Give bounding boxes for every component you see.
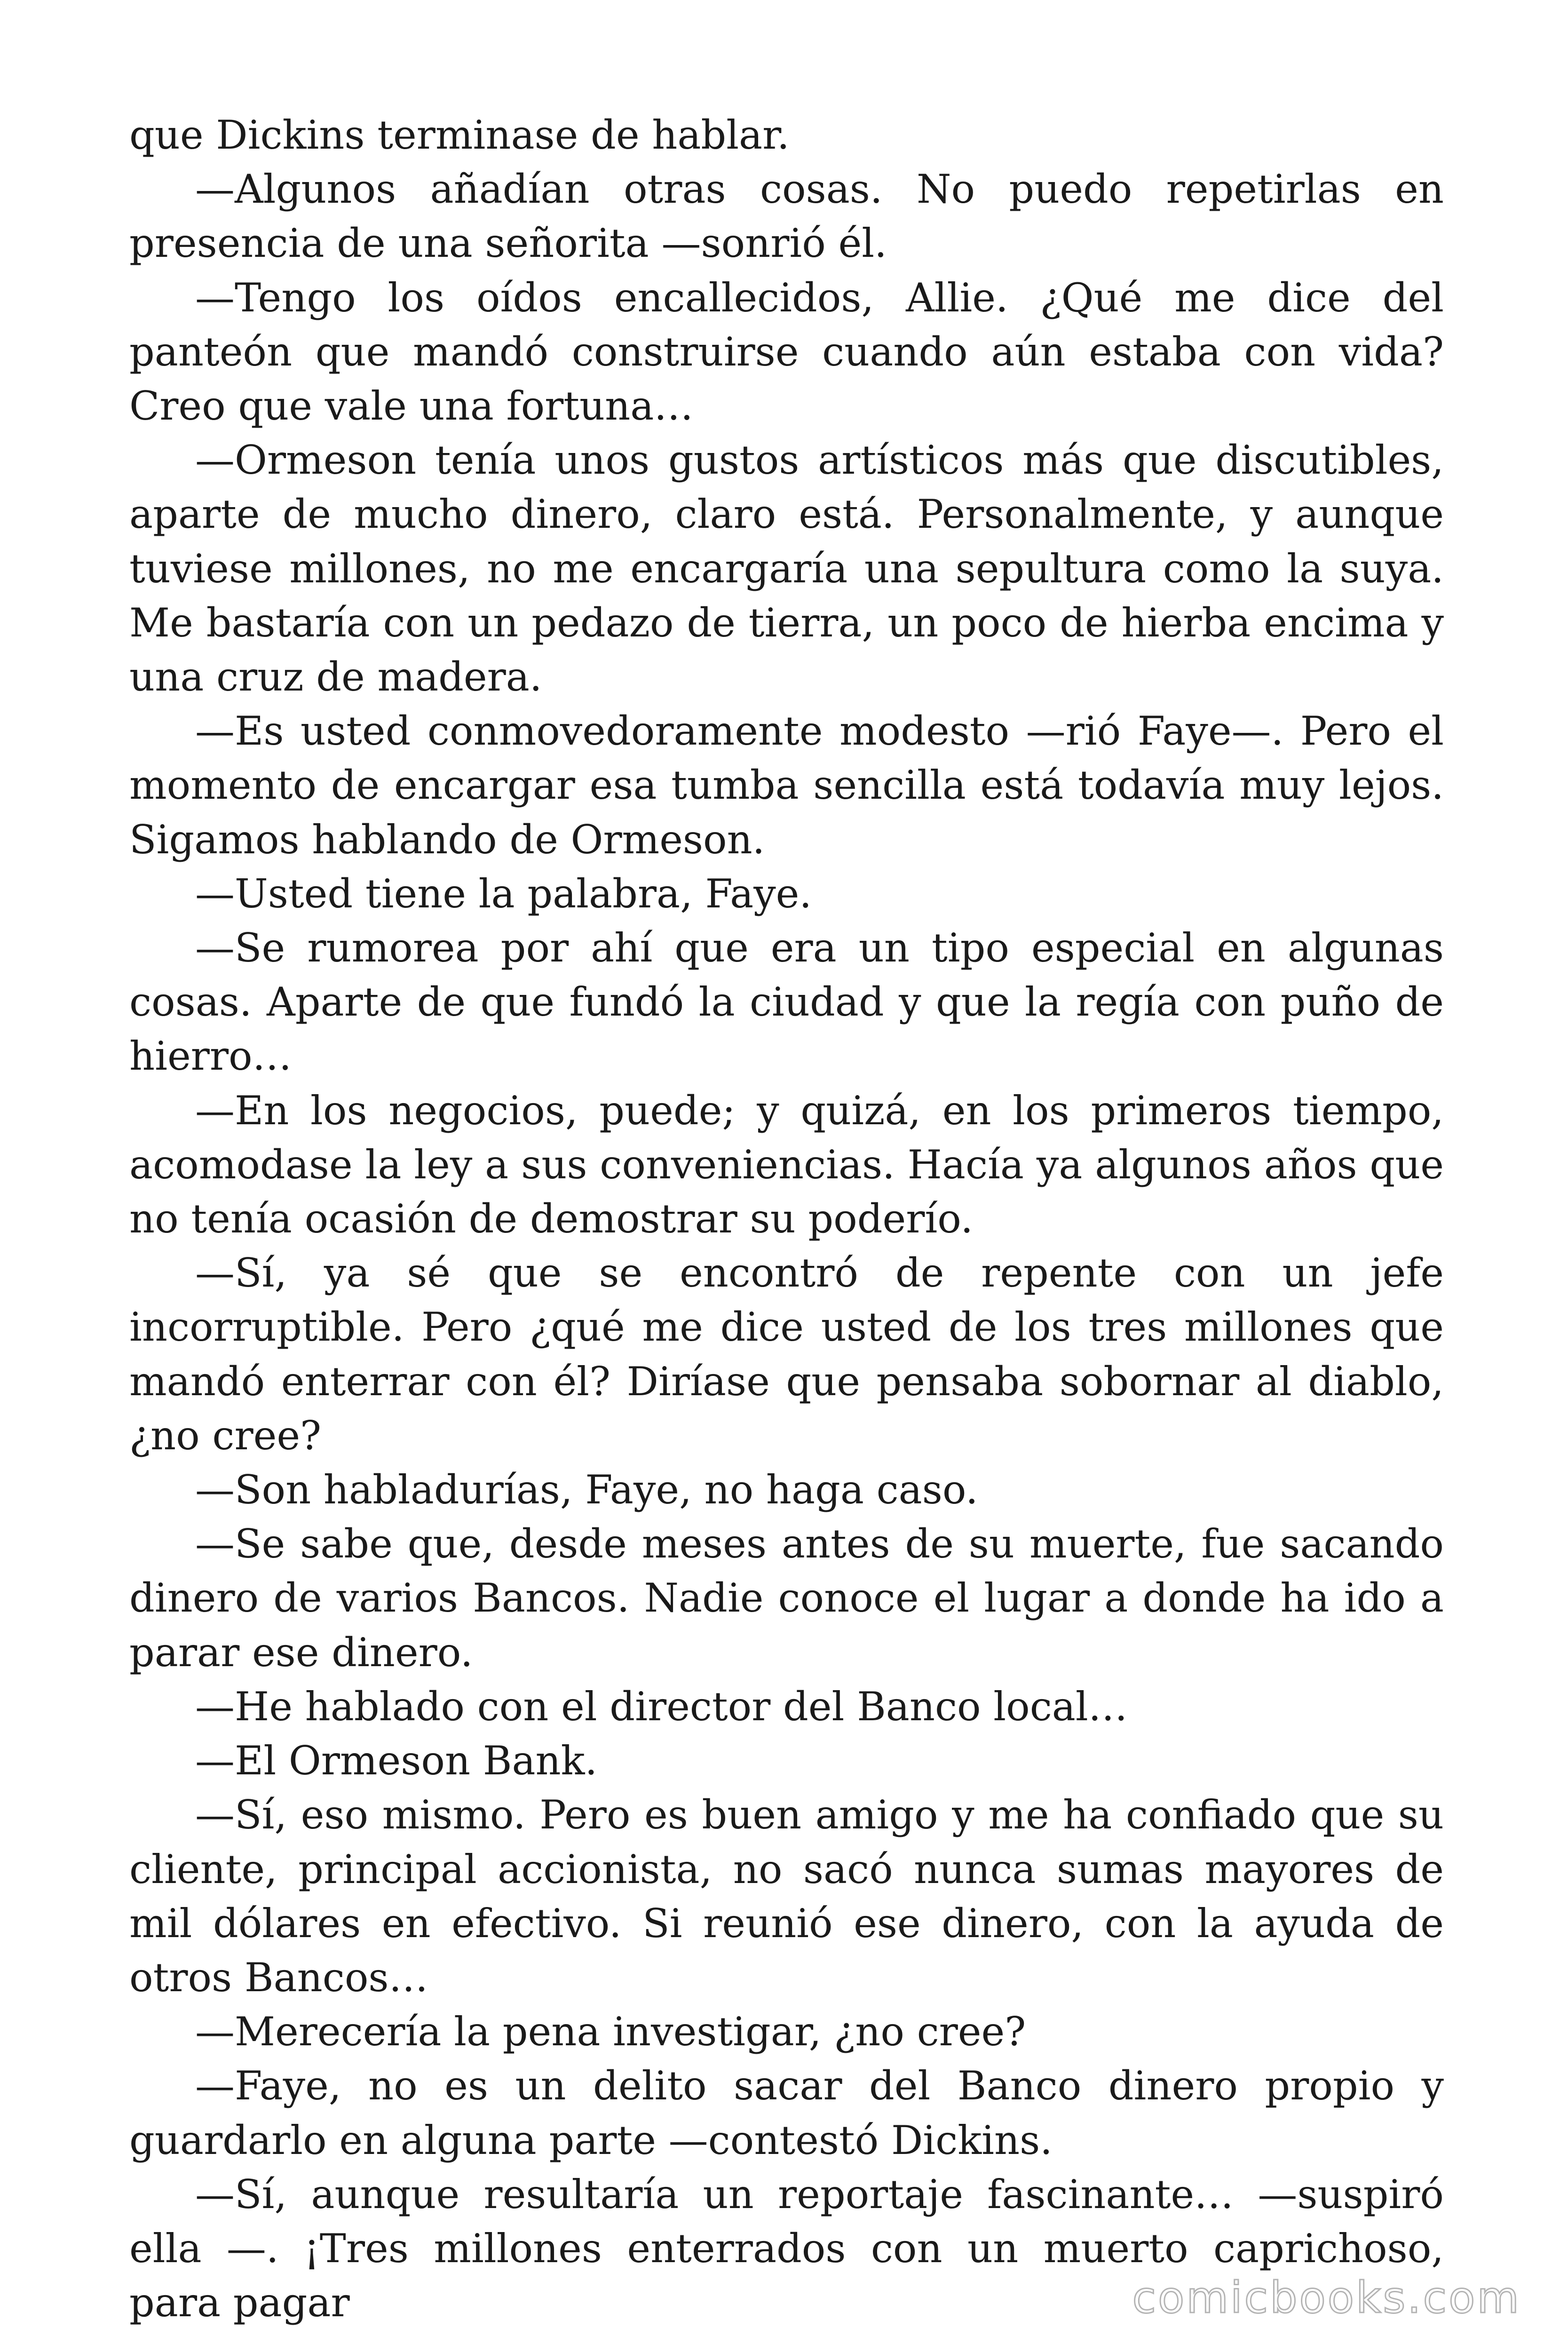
body-text	[129, 108, 1444, 2330]
paragraph: —Faye, no es un delito sacar del Banco dinero propio y guardarlo en alguna parte —contestó Dickins.	[129, 2063, 1444, 2163]
watermark-text: comicbooks.com	[1132, 2273, 1521, 2323]
paragraph: —Merecería la pena investigar, ¿no cree?	[195, 2009, 1026, 2055]
paragraph: —Se sabe que, desde meses antes de su muerte, fue sacando dinero de varios Bancos. Nadie conoce el lugar a donde ha ido a parar ese dinero.	[129, 1521, 1444, 1676]
paragraph: —Es usted conmovedoramente modesto —rió Faye—. Pero el momento de encargar esa tumba sencilla está todavía muy lejos. Sigamos hablando de Ormeson.	[129, 708, 1444, 863]
paragraph: —Sí, eso mismo. Pero es buen amigo y me ha confiado que su cliente, principal accionista, no sacó nunca sumas mayores de mil dólares en efectivo. Si reunió ese dinero, con la ayuda de otros Bancos…	[129, 1792, 1444, 2001]
paragraph: —El Ormeson Bank.	[195, 1738, 598, 1784]
paragraph-continuation: que Dickins terminase de hablar.	[129, 112, 790, 158]
paragraph: —Ormeson tenía unos gustos artísticos más que discutibles, aparte de mucho dinero, claro está. Personalmente, y aunque tuviese millones, no me encargaría una sepultura como la suya. Me bastaría con un pedazo de tierra, un poco de hierba encima y una cruz de madera.	[129, 437, 1444, 700]
paragraph: —Son habladurías, Faye, no haga caso.	[195, 1467, 978, 1513]
paragraph: —Usted tiene la palabra, Faye.	[195, 870, 812, 917]
paragraph: —He hablado con el director del Banco local…	[195, 1683, 1128, 1730]
paragraph: —Se rumorea por ahí que era un tipo especial en algunas cosas. Aparte de que fundó la ciudad y que la regía con puño de hierro…	[129, 925, 1444, 1080]
paragraph: —Sí, ya sé que se encontró de repente con un jefe incorruptible. Pero ¿qué me dice usted de los tres millones que mandó enterrar con él? Diríase que pensaba sobornar al diablo, ¿no cree?	[129, 1250, 1444, 1459]
paragraph: —Sí, aunque resultaría un reportaje fascinante… —suspiró ella —. ¡Tres millones enterrados con un muerto caprichoso, para pagar	[129, 2171, 1444, 2326]
paragraph: —Tengo los oídos encallecidos, Allie. ¿Qué me dice del panteón que mandó construirse cuando aún estaba con vida? Creo que vale una fortuna…	[129, 274, 1444, 429]
paragraph: —Algunos añadían otras cosas. No puedo repetirlas en presencia de una señorita —sonrió él.	[129, 166, 1444, 267]
paragraph: —En los negocios, puede; y quizá, en los primeros tiempo, acomodase la ley a sus conveniencias. Hacía ya algunos años que no tenía ocasión de demostrar su poderío.	[129, 1087, 1444, 1242]
